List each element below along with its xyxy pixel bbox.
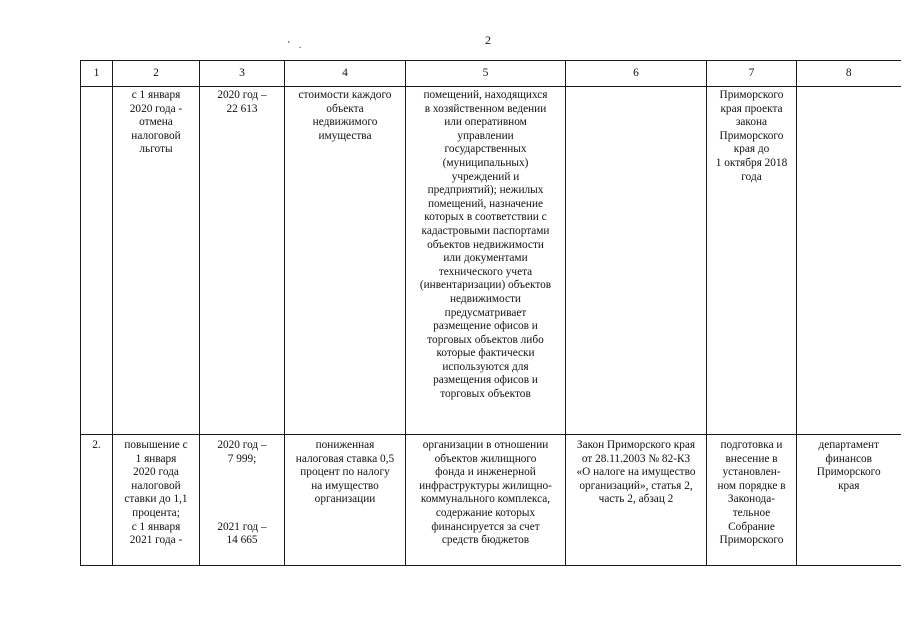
table-cell: [81, 87, 113, 435]
column-header: 1: [81, 61, 113, 87]
table-cell: пониженная налоговая ставка 0,5 процент по налогу на имущество организации: [285, 435, 406, 566]
table-cell: [566, 87, 707, 435]
table-cell: с 1 января 2020 года - отмена налоговой льготы: [113, 87, 200, 435]
table-cell: 2020 год – 22 613: [200, 87, 285, 435]
table-row: [81, 87, 901, 435]
row-number: 2.: [81, 435, 113, 566]
table-cell: стоимости каждого объекта недвижимого имущества: [285, 87, 406, 435]
measures-table: [80, 60, 901, 566]
table-cell: Закон Приморского края от 28.11.2003 № 82-КЗ «О налоге на имущество организаций», статья 2, часть 2, абзац 2: [566, 435, 707, 566]
table-cell: Приморского края проекта закона Приморского края до 1 октября 2018 года: [707, 87, 797, 435]
table-cell: подготовка и внесение в установлен- ном порядке в Законода- тельное Собрание Приморского: [707, 435, 797, 566]
column-header: 4: [285, 61, 406, 87]
table-cell: организации в отношении объектов жилищного фонда и инженерной инфраструктуры жилищно- коммунального комплекса, содержание которых финансируется за счет средств бюджетов: [406, 435, 566, 566]
header-row: [81, 61, 901, 87]
table-cell: [797, 87, 901, 435]
column-header: 3: [200, 61, 285, 87]
column-header: 6: [566, 61, 707, 87]
table-cell: помещений, находящихся в хозяйственном ведении или оперативном управлении государственных (муниципальных) учреждений и предприятий); нежилых помещений, назначение которых в соответствии с кадастровыми паспортами объектов недвижимости или документами технического учета (инвентаризации) объектов недвижимости предусматривает размещение офисов и торговых объектов либо которые фактически используются для размещения офисов и торговых объектов: [406, 87, 566, 435]
table-row: [81, 435, 901, 566]
column-header: 5: [406, 61, 566, 87]
column-header: 2: [113, 61, 200, 87]
table-cell: повышение с 1 января 2020 года налоговой ставки до 1,1 процента; с 1 января 2021 года -: [113, 435, 200, 566]
table-cell: 2020 год – 7 999; 2021 год – 14 665: [200, 435, 285, 566]
table-cell: департамент финансов Приморского края: [797, 435, 901, 566]
page-number: 2: [485, 33, 491, 47]
column-header: 8: [797, 61, 901, 87]
column-header: 7: [707, 61, 797, 87]
scan-artifact-mark: ʼ .: [287, 40, 305, 51]
